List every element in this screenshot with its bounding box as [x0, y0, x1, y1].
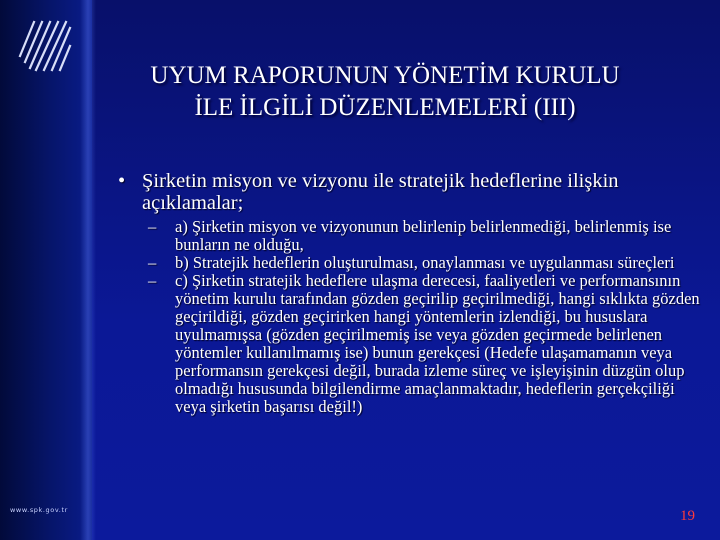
- sub-item-text: b) Stratejik hedeflerin oluşturulması, onaylanması ve uygulanması süreçleri: [175, 253, 675, 272]
- bullet-item: [118, 170, 708, 214]
- bullet-mark: •: [118, 170, 126, 192]
- sub-item-c: [148, 272, 708, 416]
- bullet-text: Şirketin misyon ve vizyonu ile stratejik hedeflerine ilişkin açıklamalar;: [142, 170, 619, 214]
- slide-title: [95, 60, 675, 124]
- sub-item-dash: –: [148, 217, 157, 236]
- sidebar-glow: [80, 0, 96, 540]
- page-number: 19: [680, 508, 695, 524]
- slide-content: [118, 170, 708, 416]
- sub-item-text: a) Şirketin misyon ve vizyonunun belirlenip belirlenmediği, belirlenmiş ise bunların ne olduğu,: [175, 217, 672, 254]
- sub-item-list: [118, 218, 708, 416]
- sub-item-text: c) Şirketin stratejik hedeflere ulaşma derecesi, faaliyetleri ve performansının yönetim kurulu tarafından gözden geçirilip geçirilmediği, hangi sıklıkta gözden geçirildiği, gözden geçirirken hangi yöntemlerin izlendiği, bu hususlara uyulmamışsa (gözden geçirilmemiş ise veya gözden geçirmede belirlenen yöntemler kullanılmamış ise) bunun gerekçesi (Hedefe ulaşamamanın veya performansın gerekçesi değil, burada izleme süreç ve işleyişinin düzgün olup olmadığı hususunda bilgilendirme amaçlanmaktadır, hedeflerin gerçekçiliği veya şirketin başarısı değil!): [175, 271, 700, 416]
- title-line-1: UYUM RAPORUNUN YÖNETİM KURULU: [150, 62, 620, 89]
- website-url: www.spk.gov.tr: [10, 506, 68, 514]
- spk-logo-icon: [18, 18, 72, 72]
- sub-item-a: [148, 218, 708, 254]
- sub-item-b: [148, 254, 708, 272]
- title-line-2: İLE İLGİLİ DÜZENLEMELERİ (III): [194, 94, 576, 121]
- sub-item-dash: –: [148, 253, 157, 272]
- sub-item-dash: –: [148, 271, 157, 290]
- sidebar: [0, 0, 92, 540]
